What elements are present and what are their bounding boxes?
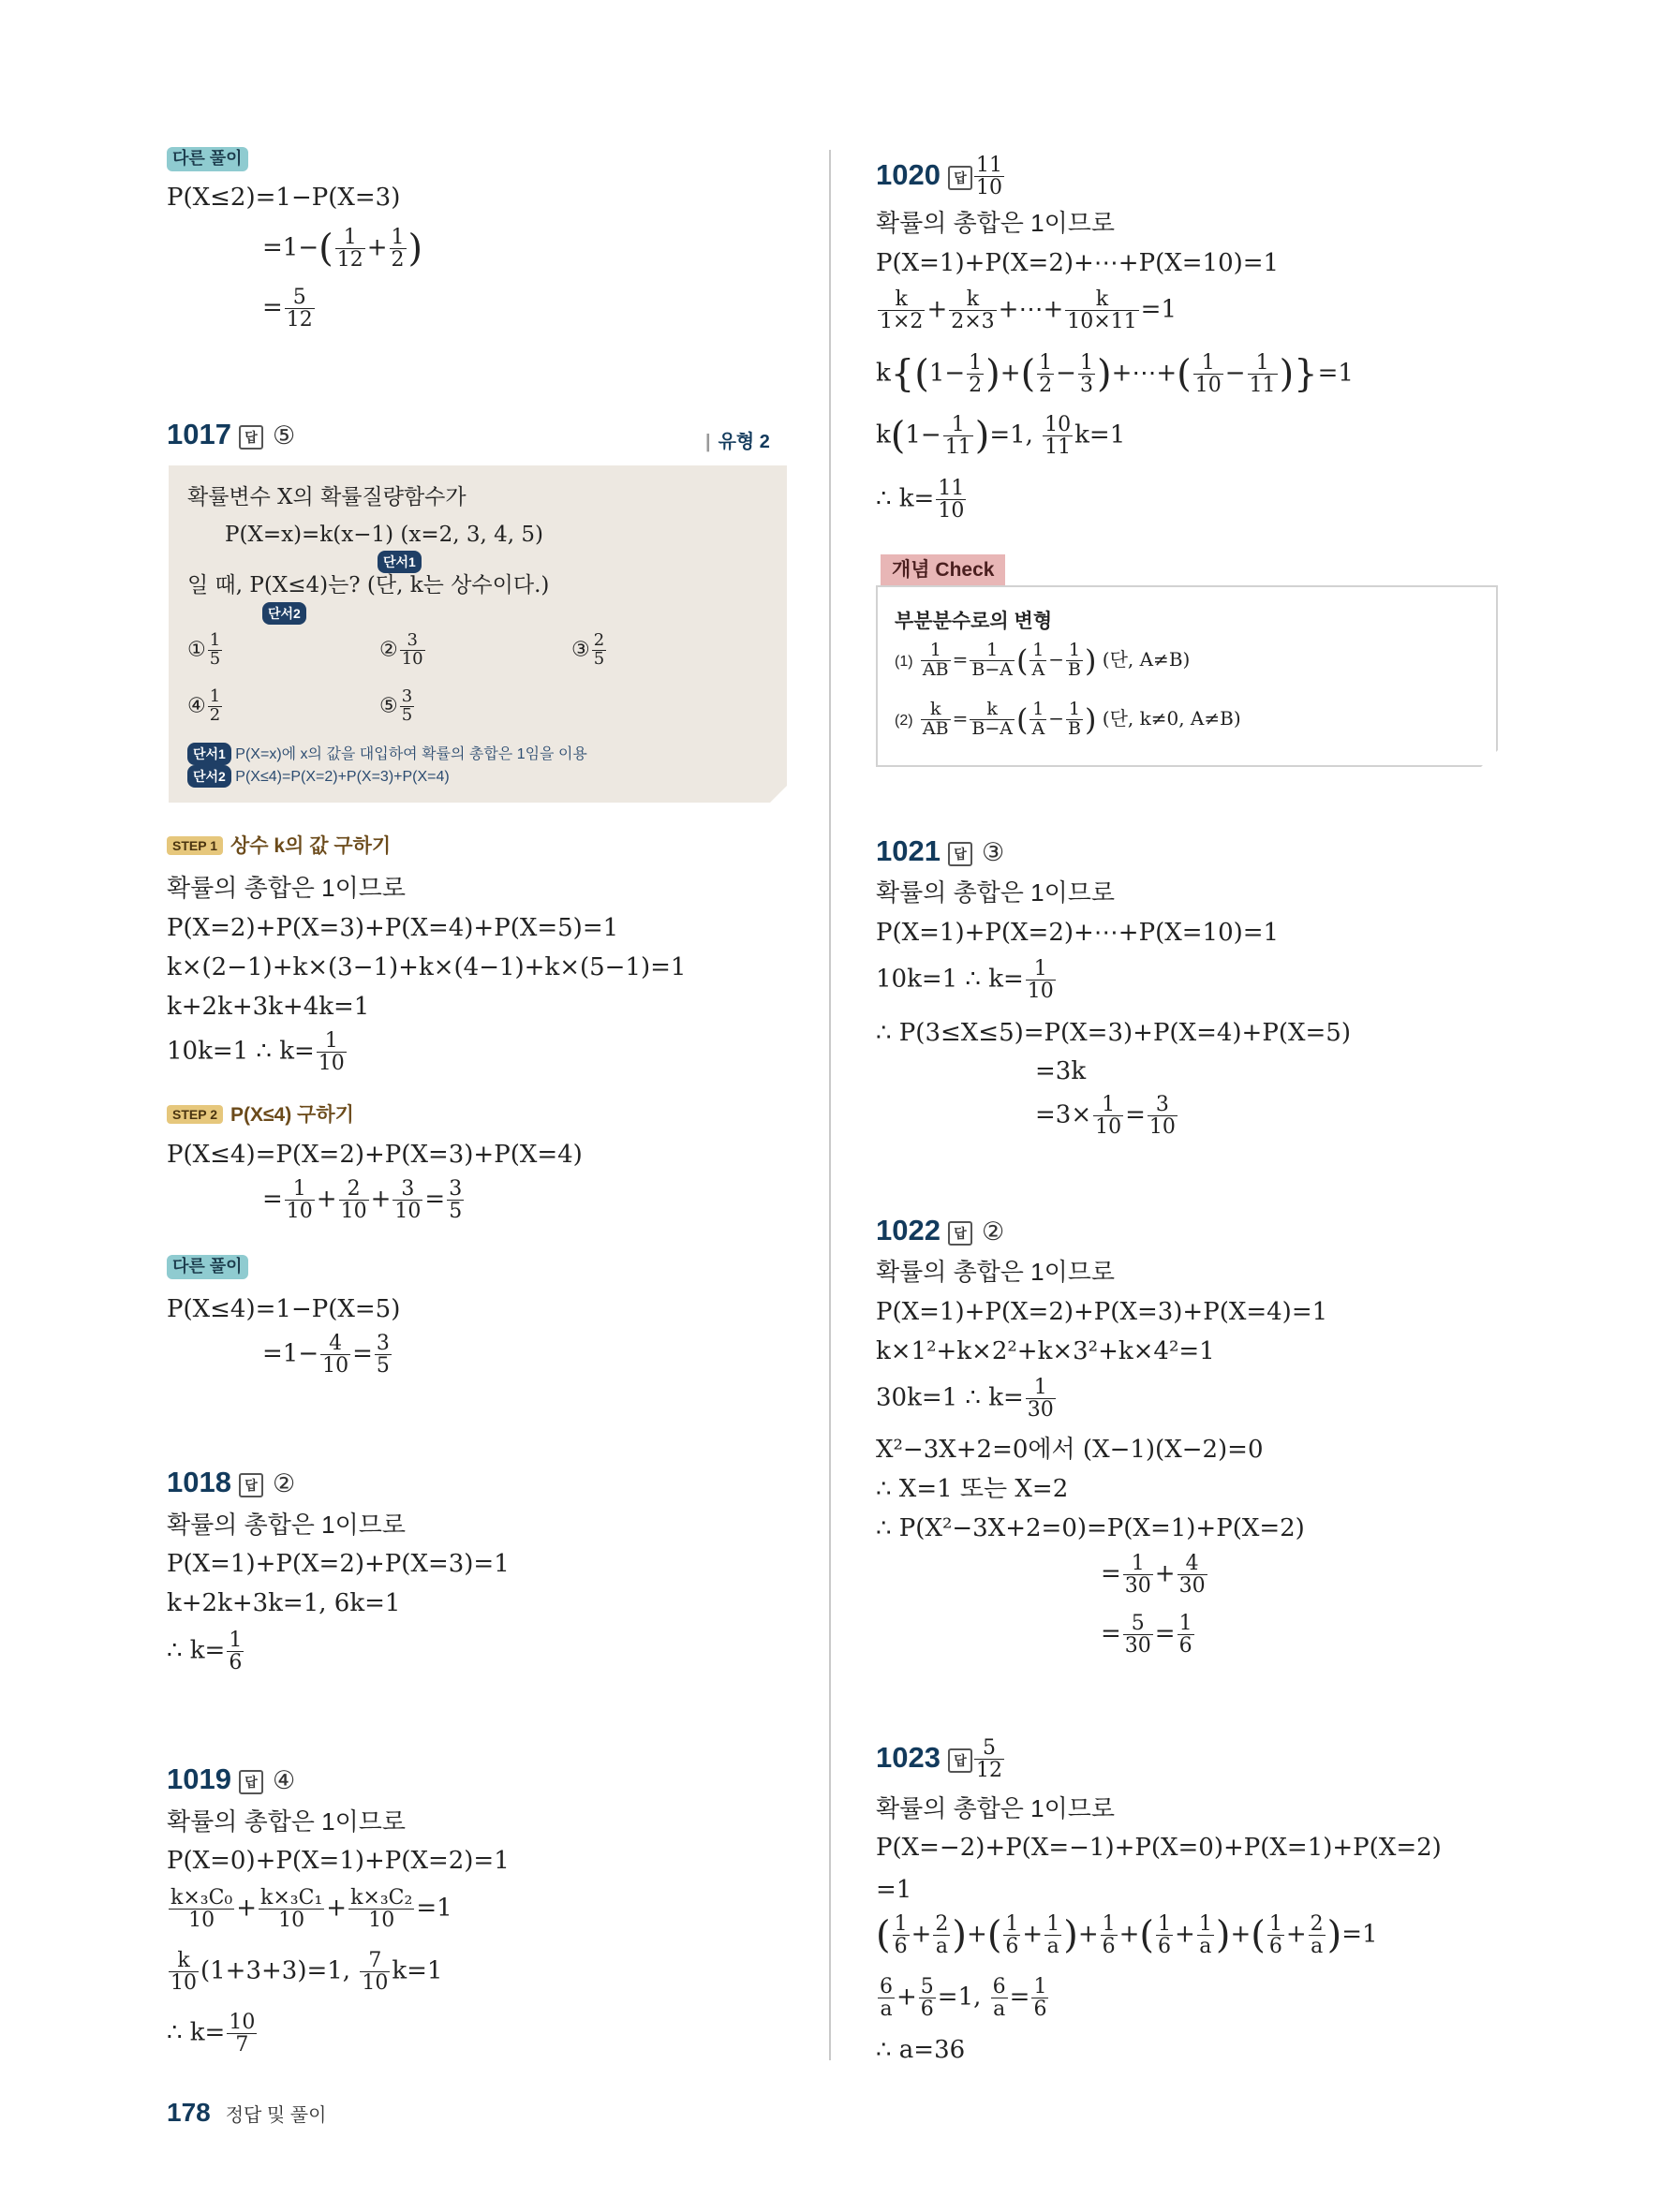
alt-line-1: P(X≤2)=1−P(X=3) [167, 184, 401, 212]
1021-l6: =3× $\frac{1}{10}$ = $\frac{3}{10}$ [1035, 1093, 1176, 1140]
choice-4: ④ $\frac{1}{2}$ [187, 686, 221, 725]
1023-l1: 확률의 총합은 1이므로 [876, 1794, 1115, 1822]
s3: k×(2−1)+k×(3−1)+k×(4−1)+k×(5−1)=1 [167, 953, 687, 981]
1022-l5: X²−3X+2=0에서 (X−1)(X−2)=0 [876, 1436, 1264, 1464]
1023-l4: ( $\frac{1}{6}$ + $\frac{2}{a}$ )+( $\frac{1}{6}$ + $\frac{1}{a}$ )+ $\frac{1}{6}$ +( $\frac{1}{6}$ + $\frac{1}{a}$ )+( $\frac{1}{6}$ + $\frac{2}{a}$ )=1 [876, 1912, 1378, 1959]
1022-l2: P(X=1)+P(X=2)+P(X=3)+P(X=4)=1 [876, 1298, 1328, 1326]
choice-3: ③ $\frac{2}{5}$ [571, 630, 605, 669]
s5: 10k=1 ∴ k= $\frac{1}{10}$ [167, 1029, 345, 1076]
concept-row-1: (1) $\frac{1}{AB}$ = $\frac{1}{B-A}$ ( $\frac{1}{A}$ − $\frac{1}{B}$ ) (단, A≠B) [895, 640, 1191, 680]
problem-1018-heading: 1018 답 ② [167, 1466, 296, 1498]
problem-1021-heading: 1021 답 ③ [876, 834, 1005, 867]
q-line-1: 확률변수 X의 확률질량함수가 [187, 485, 467, 509]
1018-l1: 확률의 총합은 1이므로 [167, 1511, 406, 1539]
answer-icon: 답 [948, 1221, 972, 1246]
1022-l1: 확률의 총합은 1이므로 [876, 1258, 1115, 1286]
choice-1: ① $\frac{1}{5}$ [187, 630, 221, 669]
type-label: | 유형 2 [705, 432, 770, 452]
alt-solution-badge-2: 다른 풀이 [167, 1255, 248, 1279]
alt-line-2: =1−( $\frac{1}{12}$ + $\frac{1}{2}$ ) [262, 226, 423, 273]
choice-2: ② $\frac{3}{10}$ [379, 630, 423, 669]
answer-icon: 답 [239, 1770, 263, 1794]
1019-l4: $\frac{k}{10}$ (1+3+3)=1, $\frac{7}{10}$ k=1 [170, 1949, 443, 1996]
1019-l3: $\frac{\text{k×₃C₀}}{10}$ + $\frac{\text{k×₃C₁}}{10}$ + $\frac{\text{k×₃C₂}}{10}$ =1 [170, 1886, 452, 1933]
q-line-3: 일 때, P(X≤4)는? (단, k는 상수이다.) [187, 573, 550, 597]
1022-l4: 30k=1 ∴ k= $\frac{1}{30}$ [876, 1376, 1054, 1423]
1021-l5: =3k [1035, 1057, 1087, 1085]
1019-l5: ∴ k= $\frac{10}{7}$ [167, 2011, 256, 2057]
s4: k+2k+3k+4k=1 [167, 993, 370, 1021]
1020-l1: 확률의 총합은 1이므로 [876, 209, 1115, 237]
problem-1019-heading: 1019 답 ④ [167, 1762, 296, 1795]
step2-heading: STEP 2 P(X≤4) 구하기 [167, 1105, 354, 1125]
t1: P(X≤4)=P(X=2)+P(X=3)+P(X=4) [167, 1141, 583, 1169]
hint2-line: 단서2 P(X≤4)=P(X=2)+P(X=3)+P(X=4) [187, 765, 450, 788]
1020-l5: k(1− $\frac{1}{11}$ )=1, $\frac{10}{11}$ k=1 [876, 413, 1126, 460]
q-line-2: P(X=x)=k(x−1) (x=2, 3, 4, 5) [225, 523, 543, 547]
1018-l4: ∴ k= $\frac{1}{6}$ [167, 1629, 243, 1675]
answer-icon: 답 [239, 1473, 263, 1497]
footer-title: 정답 및 풀이 [225, 2105, 327, 2126]
1022-l9: = $\frac{5}{30}$ = $\frac{1}{6}$ [1101, 1612, 1192, 1659]
1019-l1: 확률의 총합은 1이므로 [167, 1807, 406, 1836]
step1-heading: STEP 1 상수 k의 값 구하기 [167, 836, 391, 856]
column-divider [829, 150, 831, 2060]
problem-1023-heading: 1023 답 $\frac{5}{12}$ [876, 1736, 1002, 1783]
1020-l4: k{(1− $\frac{1}{2}$ )+( $\frac{1}{2}$ − $\frac{1}{3}$ )+⋯+( $\frac{1}{10}$ − $\frac{1}{11}$ )}=1 [876, 351, 1354, 398]
alt-solution-badge: 다른 풀이 [167, 147, 248, 171]
1022-l3: k×1²+k×2²+k×3²+k×4²=1 [876, 1337, 1215, 1365]
page-footer [167, 2098, 326, 2128]
hint1-line: 단서1 P(X=x)에 x의 값을 대입하여 확률의 총합은 1임을 이용 [187, 742, 587, 765]
hint2-tag: 단서2 [262, 602, 306, 625]
answer-icon: 답 [948, 166, 972, 190]
1018-l2: P(X=1)+P(X=2)+P(X=3)=1 [167, 1550, 510, 1578]
a1: P(X≤4)=1−P(X=5) [167, 1295, 401, 1323]
concept-title: 부분분수로의 변형 [895, 611, 1053, 632]
1022-l7: ∴ P(X²−3X+2=0)=P(X=1)+P(X=2) [876, 1514, 1305, 1542]
1021-l3: 10k=1 ∴ k= $\frac{1}{10}$ [876, 957, 1054, 1004]
1021-l2: P(X=1)+P(X=2)+⋯+P(X=10)=1 [876, 919, 1280, 947]
problem-1020-heading: 1020 답 $\frac{11}{10}$ [876, 154, 1002, 200]
1023-l5: $\frac{6}{a}$ + $\frac{5}{6}$ =1, $\frac{6}{a}$ = $\frac{1}{6}$ [880, 1975, 1047, 2022]
answer-icon: 답 [948, 842, 972, 866]
1020-l3: $\frac{k}{1\times 2}$ + $\frac{k}{2\times 3}$ +⋯+ $\frac{k}{10\times 11}$ =1 [880, 288, 1177, 334]
1021-l1: 확률의 총합은 1이므로 [876, 878, 1115, 907]
1023-l3: =1 [876, 1876, 912, 1904]
1020-l2: P(X=1)+P(X=2)+⋯+P(X=10)=1 [876, 249, 1280, 277]
1020-l6: ∴ k= $\frac{11}{10}$ [876, 477, 965, 524]
1022-l6: ∴ X=1 또는 X=2 [876, 1475, 1069, 1503]
alt-line-3: = $\frac{5}{12}$ [262, 286, 313, 332]
answer-icon: 답 [239, 425, 263, 450]
concept-check-tab: 개념 Check [881, 554, 1005, 585]
problem-1017-heading: 1017 답 ⑤ [167, 418, 296, 450]
choice-5: ⑤ $\frac{3}{5}$ [379, 686, 413, 725]
1021-l4: ∴ P(3≤X≤5)=P(X=3)+P(X=4)+P(X=5) [876, 1019, 1351, 1047]
s2: P(X=2)+P(X=3)+P(X=4)+P(X=5)=1 [167, 914, 619, 942]
s1: 확률의 총합은 1이므로 [167, 874, 406, 902]
answer-icon: 답 [948, 1748, 972, 1773]
t2: = $\frac{1}{10}$ + $\frac{2}{10}$ + $\frac{3}{10}$ = $\frac{3}{5}$ [262, 1177, 463, 1224]
concept-row-2: (2) $\frac{k}{AB}$ = $\frac{k}{B-A}$ ( $\frac{1}{A}$ − $\frac{1}{B}$ ) (단, k≠0, A≠B) [895, 699, 1241, 739]
hint1-tag: 단서1 [378, 551, 422, 573]
1019-l2: P(X=0)+P(X=1)+P(X=2)=1 [167, 1847, 510, 1875]
a2: =1− $\frac{4}{10}$ = $\frac{3}{5}$ [262, 1332, 390, 1379]
1023-l6: ∴ a=36 [876, 2036, 966, 2064]
problem-1022-heading: 1022 답 ② [876, 1214, 1005, 1246]
page-number: 178 [167, 2098, 211, 2127]
1018-l3: k+2k+3k=1, 6k=1 [167, 1589, 401, 1617]
1022-l8: = $\frac{1}{30}$ + $\frac{4}{30}$ [1101, 1552, 1206, 1599]
1023-l2: P(X=−2)+P(X=−1)+P(X=0)+P(X=1)+P(X=2) [876, 1834, 1442, 1862]
